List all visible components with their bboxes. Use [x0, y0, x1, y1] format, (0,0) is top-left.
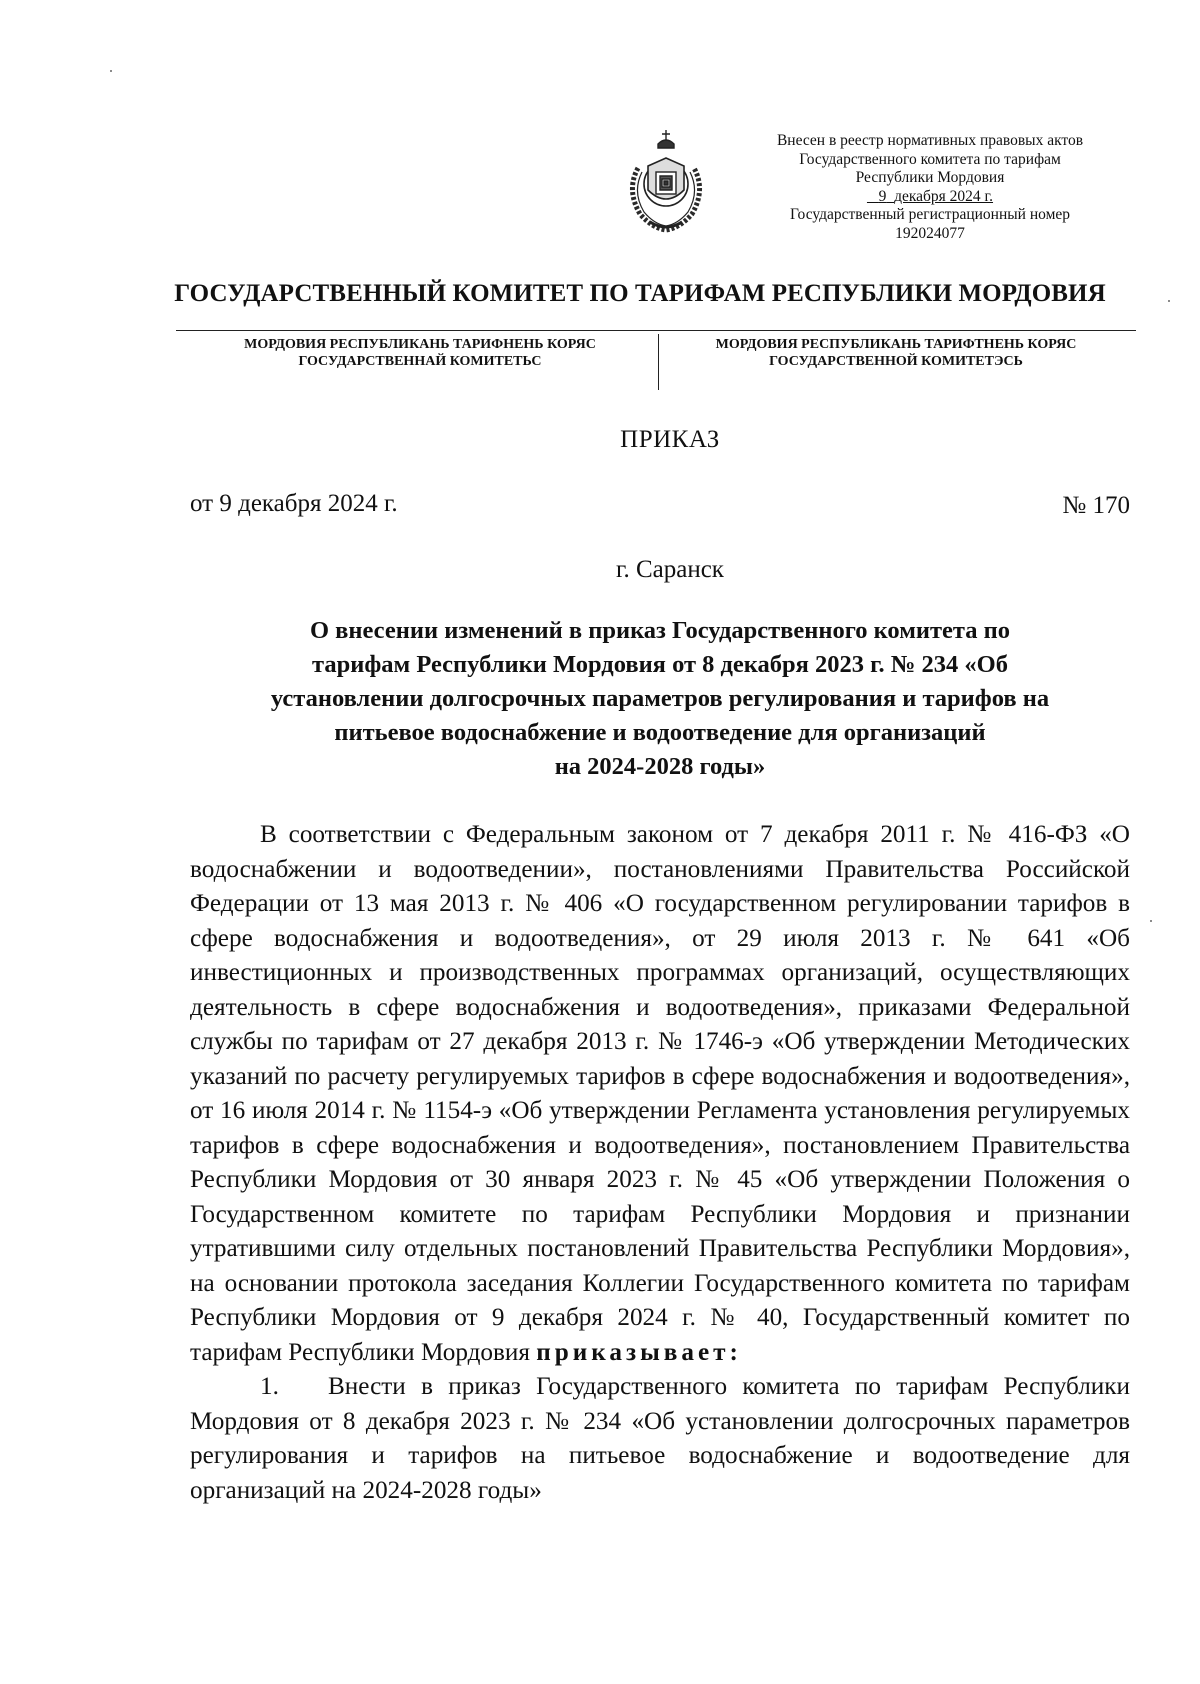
scan-speck [1168, 300, 1170, 302]
order-title-line: на 2024-2028 годы» [554, 753, 766, 780]
registry-stamp [740, 132, 1120, 243]
header-subtitle-line: ГОСУДАРСТВЕННОЙ КОМИТЕТЭСЬ [769, 354, 1023, 369]
registry-line: Государственный регистрационный номер [789, 206, 1071, 223]
order-title-line: О внесении изменений в приказ Государственного комитета по [309, 617, 1010, 644]
document-body [190, 818, 1130, 1508]
registry-date [740, 188, 1120, 207]
preamble-paragraph [190, 818, 1130, 1370]
order-title [190, 614, 1130, 784]
registry-number: 192024077 [895, 224, 965, 242]
header-erzya-name [666, 336, 1126, 370]
registry-line: Государственного комитета по тарифам [799, 150, 1061, 168]
document-type: ПРИКАЗ [620, 426, 720, 453]
order-title-line: питьевое водоснабжение и водоотведение для организаций [334, 719, 986, 746]
scan-speck [110, 70, 112, 72]
order-title-line: установлении долгосрочных параметров регулирования и тарифов на [270, 685, 1050, 712]
item-number: 1. [260, 1373, 279, 1400]
header-subtitle-line: МОРДОВИЯ РЕСПУБЛИКАНЬ ТАРИФНЕНЬ КОРЯС [244, 337, 596, 352]
header-subtitle-line: МОРДОВИЯ РЕСПУБЛИКАНЬ ТАРИФТНЕНЬ КОРЯС [715, 337, 1077, 352]
order-city: г. Саранск [616, 556, 724, 583]
order-item-1 [190, 1370, 1130, 1508]
registry-line: Республики Мордовия [855, 169, 1005, 186]
order-date: от 9 декабря 2024 г. [190, 490, 398, 517]
order-number: № 170 [1062, 492, 1130, 519]
item-text: Внести в приказ Государственного комитета по тарифам Республики Мордовия от 8 декабря 2023 г. № 234 «Об установлении долгосрочных параметров регулирования и тарифов на питьевое водоснабжение и водоотведение для организаций на 2024-2028 годы» [190, 1373, 1130, 1504]
registry-date-rest: декабря 2024 г. [894, 187, 994, 205]
registry-line: Внесен в реестр нормативных правовых актов [776, 132, 1084, 149]
order-title-line: тарифам Республики Мордовия от 8 декабря 2023 г. № 234 «Об [312, 651, 1008, 678]
header-subtitle-line: ГОСУДАРСТВЕННАЙ КОМИТЕТЬС [298, 354, 542, 369]
decree-word: приказывает: [536, 1338, 742, 1366]
preamble-text: В соответствии с Федеральным законом от 7 декабря 2011 г. № 416-ФЗ «О водоснабжении и водоотведении», постановлениями Правительства Российской Федерации от 13 мая 2013 г. № 406 «О государственном регулировании тарифов в сфере водоснабжения и водоотведения», от 29 июля 2013 г. № 641 «Об инвестиционных и производственных программах организаций, осуществляющих деятельность в сфере водоснабжения и водоотведения», приказами Федеральной службы по тарифам от 27 декабря 2013 г. № 1746-э «Об утверждении Методических указаний по расчету регулируемых тарифов в сфере водоснабжения и водоотведения», от 16 июля 2014 г. № 1154-э «Об утверждении Регламента установления регулируемых тарифов в сфере водоснабжения и водоотведения», постановлением Правительства Республики Мордовия от 30 января 2023 г. № 45 «Об утверждении Положения о Государственном комитете по тарифам Республики Мордовия и признании утратившими силу отдельных постановлений Правительства Республики Мордовия», на основании протокола заседания Коллегии Государственного комитета по тарифам Республики Мордовия от 9 декабря 2024 г. № 40, Государственный комитет по тарифам Республики Мордовия [190, 821, 1130, 1366]
header-vertical-divider [658, 334, 659, 390]
scan-speck [1150, 920, 1152, 922]
coat-of-arms-emblem [618, 128, 714, 236]
registry-date-day: 9 [878, 187, 887, 205]
header-divider-line [176, 330, 1136, 331]
header-moksha-name [190, 336, 650, 370]
organization-title: ГОСУДАРСТВЕННЫЙ КОМИТЕТ ПО ТАРИФАМ РЕСПУБЛИКИ МОРДОВИЯ [174, 280, 1106, 307]
